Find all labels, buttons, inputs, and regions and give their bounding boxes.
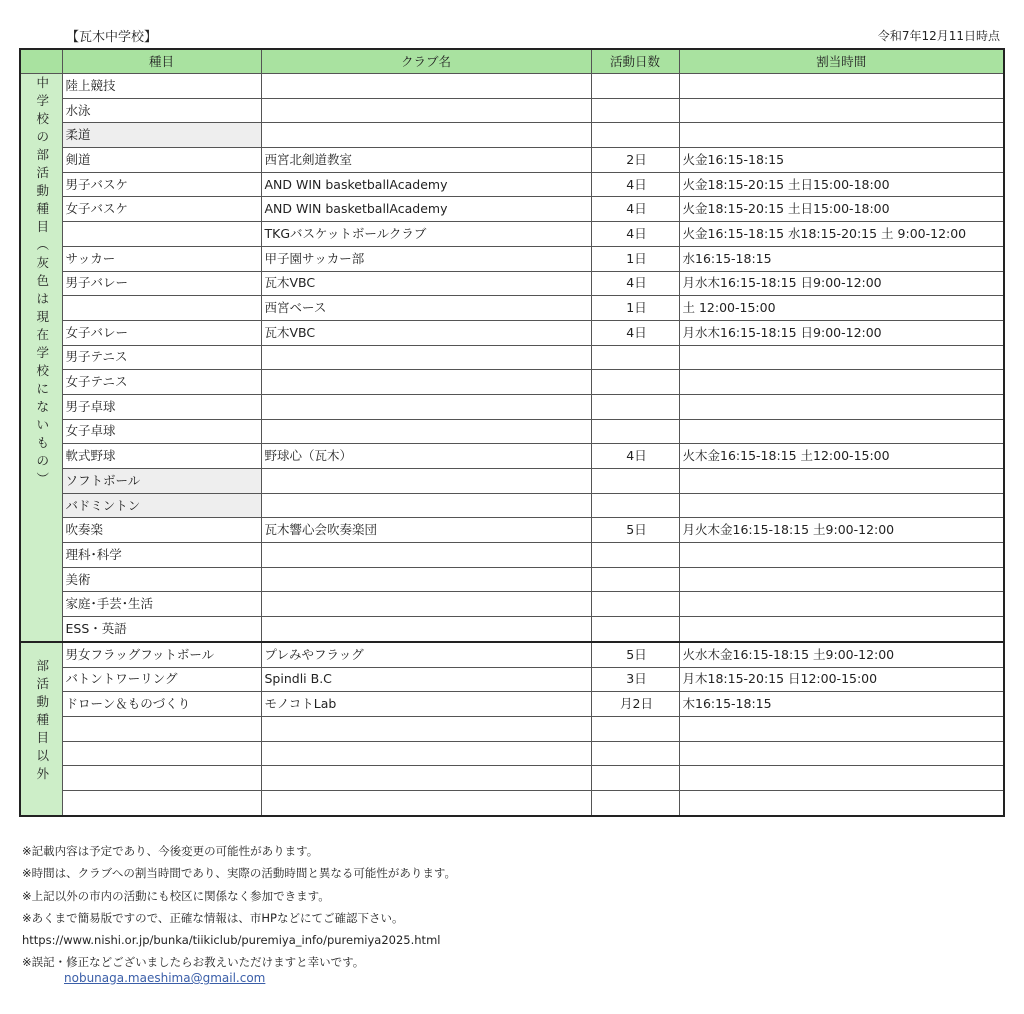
school-name: 【瓦木中学校】 [66,30,158,45]
sport-cell: サッカー [62,246,261,271]
table-row [20,567,1004,592]
table-row [20,419,1004,444]
table-row [20,172,1004,197]
as-of-date: 令和7年12月11日時点 [877,29,1000,43]
sport-cell: ドローン＆ものづくり [62,692,261,717]
days-cell [591,98,679,123]
sport-cell: 男子卓球 [62,394,261,419]
table-row [20,716,1004,741]
days-cell [591,345,679,370]
days-cell: 4日 [591,444,679,469]
section-label-char: は [36,291,49,306]
table-row [20,741,1004,766]
section-label-char: 動 [36,693,49,709]
sport-cell: 女子バスケ [62,197,261,222]
table-row [20,617,1004,642]
section-label-char: も [36,435,49,450]
table-row [20,493,1004,518]
section-label-char: に [36,381,49,396]
time-cell [679,394,1004,419]
table-row [20,766,1004,791]
club-cell [261,419,591,444]
days-cell: 2日 [591,148,679,173]
days-cell: 1日 [591,246,679,271]
club-cell [261,394,591,419]
table-row [20,148,1004,173]
club-cell: 西宮北剣道教室 [261,148,591,173]
days-cell: 1日 [591,296,679,321]
table-row [20,592,1004,617]
sport-cell: バトントワーリング [62,667,261,692]
sport-cell: 陸上競技 [62,74,261,99]
table-row [20,642,1004,667]
time-cell [679,790,1004,815]
time-cell: 月水木16:15-18:15 日9:00-12:00 [679,320,1004,345]
club-cell: Spindli B.C [261,667,591,692]
sport-cell: ソフトボール [62,469,261,494]
table-row [20,320,1004,345]
club-cell: 甲子園サッカー部 [261,246,591,271]
sport-cell: 女子テニス [62,370,261,395]
sport-cell: 男子テニス [62,345,261,370]
time-cell: 火水木金16:15-18:15 土9:00-12:00 [679,642,1004,667]
time-cell: 火金18:15-20:15 土日15:00-18:00 [679,197,1004,222]
time-cell [679,469,1004,494]
days-cell [591,419,679,444]
club-cell [261,617,591,642]
table-row [20,197,1004,222]
days-cell [591,493,679,518]
club-cell: 西宮ベース [261,296,591,321]
days-cell [591,617,679,642]
sport-cell: 理科･科学 [62,543,261,568]
time-cell: 月火木金16:15-18:15 土9:00-12:00 [679,518,1004,543]
club-table [19,48,1005,817]
section-label-char: 学 [36,93,49,108]
section-label-char: 色 [36,273,49,288]
sport-cell: 女子卓球 [62,419,261,444]
sport-cell [62,716,261,741]
days-cell: 4日 [591,222,679,247]
time-cell [679,617,1004,642]
club-cell [261,766,591,791]
sport-cell: 男子バスケ [62,172,261,197]
table-row [20,790,1004,815]
section-label-char: 活 [36,675,49,691]
days-cell: 3日 [591,667,679,692]
days-cell [591,741,679,766]
club-cell [261,469,591,494]
club-cell: プレみやフラッグ [261,642,591,667]
table-row [20,469,1004,494]
club-cell: モノコトLab [261,692,591,717]
club-cell: 瓦木VBC [261,320,591,345]
time-cell: 月木18:15-20:15 日12:00-15:00 [679,667,1004,692]
table-row [20,518,1004,543]
section-label-char: 学 [36,345,49,360]
time-cell: 水16:15-18:15 [679,246,1004,271]
days-cell: 5日 [591,642,679,667]
club-cell [261,123,591,148]
sport-cell: 柔道 [62,123,261,148]
club-cell [261,74,591,99]
days-cell [591,74,679,99]
time-cell [679,567,1004,592]
section-label-char: の [36,129,49,144]
sport-cell: 吹奏楽 [62,518,261,543]
days-cell [591,592,679,617]
days-cell [591,394,679,419]
table-row [20,543,1004,568]
time-cell [679,98,1004,123]
table-row [20,246,1004,271]
section-label-char: 中 [36,75,49,90]
time-cell [679,766,1004,791]
days-cell: 4日 [591,271,679,296]
section-label-char: 在 [36,327,49,342]
school-club-section-label [20,74,62,642]
time-cell [679,345,1004,370]
days-cell: 月2日 [591,692,679,717]
club-cell: TKGバスケットボールクラブ [261,222,591,247]
sport-cell: 水泳 [62,98,261,123]
club-cell [261,716,591,741]
non-school-section-label [20,642,62,816]
club-cell [261,592,591,617]
section-label-char: 種 [36,201,49,216]
table-row [20,271,1004,296]
days-cell: 5日 [591,518,679,543]
time-cell: 火金18:15-20:15 土日15:00-18:00 [679,172,1004,197]
note-line: ※記載内容は予定であり、今後変更の可能性があります。 [22,844,319,858]
section-label-char: 灰 [36,255,49,270]
table-header-row [20,49,1004,74]
club-cell [261,345,591,370]
days-cell [591,123,679,148]
section-label-char: 現 [36,309,49,324]
reference-url: https://www.nishi.or.jp/bunka/tiikiclub/puremiya_info/puremiya2025.html [22,933,441,948]
section-label-char: 活 [36,165,49,180]
sport-cell: 男子バレー [62,271,261,296]
sport-cell: 美術 [62,567,261,592]
column-header-time: 割当時間 [679,49,1004,74]
time-cell [679,741,1004,766]
club-cell [261,370,591,395]
time-cell: 火木金16:15-18:15 土12:00-15:00 [679,444,1004,469]
section-label-char: の [36,453,49,468]
time-cell: 月水木16:15-18:15 日9:00-12:00 [679,271,1004,296]
time-cell: 火金16:15-18:15 [679,148,1004,173]
column-header-club: クラブ名 [261,49,591,74]
time-cell [679,493,1004,518]
club-cell: AND WIN basketballAcademy [261,197,591,222]
sport-cell [62,296,261,321]
email-link[interactable]: nobunaga.maeshima@gmail.com [64,971,266,985]
table-row [20,98,1004,123]
sport-cell: バドミントン [62,493,261,518]
section-label-char: 以 [36,747,49,763]
club-cell: 野球心（瓦木） [261,444,591,469]
days-cell [591,543,679,568]
section-label-char: 部 [36,147,49,162]
days-cell: 4日 [591,172,679,197]
section-label-char: ︶ [36,471,49,486]
sport-cell [62,790,261,815]
sport-cell [62,766,261,791]
sport-cell: 男女フラッグフットボール [62,642,261,667]
table-row [20,123,1004,148]
club-cell [261,567,591,592]
club-cell [261,741,591,766]
sport-cell: 女子バレー [62,320,261,345]
club-cell [261,543,591,568]
sport-cell: 家庭･手芸･生活 [62,592,261,617]
sport-cell [62,222,261,247]
section-label-char: 外 [36,765,49,781]
note-line: ※あくまで簡易版ですので、正確な情報は、市HPなどにてご確認下さい。 [22,910,404,925]
section-label-char: 目 [36,729,49,745]
time-cell [679,716,1004,741]
section-label-char: 校 [36,363,49,378]
club-cell: 瓦木VBC [261,271,591,296]
notes [22,840,456,974]
corner-cell [20,49,62,74]
sport-cell [62,741,261,766]
table-row [20,222,1004,247]
section-label-char: ︵ [36,237,49,252]
table-row [20,667,1004,692]
note-line: ※誤記・修正などございましたらお教えいただけますと幸いです。 [22,955,365,970]
time-cell: 木16:15-18:15 [679,692,1004,717]
section-label-char: 部 [36,657,49,673]
table-row [20,74,1004,99]
section-label-char: 校 [36,111,49,126]
club-cell: AND WIN basketballAcademy [261,172,591,197]
days-cell: 4日 [591,197,679,222]
club-cell [261,493,591,518]
table-row [20,444,1004,469]
time-cell [679,370,1004,395]
table-row [20,296,1004,321]
time-cell: 火金16:15-18:15 水18:15-20:15 土 9:00-12:00 [679,222,1004,247]
section-label-char: 動 [36,183,49,198]
note-line: ※上記以外の市内の活動にも校区に関係なく参加できます。 [22,888,330,903]
club-cell [261,790,591,815]
days-cell [591,766,679,791]
time-cell [679,592,1004,617]
sport-cell: 軟式野球 [62,444,261,469]
days-cell [591,790,679,815]
section-label-char: 目 [36,219,49,234]
days-cell: 4日 [591,320,679,345]
note-line: ※時間は、クラブへの割当時間であり、実際の活動時間と異なる可能性があります。 [22,866,456,881]
days-cell [591,567,679,592]
days-cell [591,716,679,741]
club-cell: 瓦木響心会吹奏楽団 [261,518,591,543]
table-row [20,394,1004,419]
table-row [20,345,1004,370]
column-header-days: 活動日数 [591,49,679,74]
section-label-char: い [36,417,49,432]
time-cell [679,419,1004,444]
time-cell [679,74,1004,99]
table-row [20,692,1004,717]
section-label-char: 種 [36,711,49,727]
sport-cell: 剣道 [62,148,261,173]
column-header-sport: 種目 [62,49,261,74]
days-cell [591,469,679,494]
days-cell [591,370,679,395]
time-cell [679,543,1004,568]
sport-cell: ESS・英語 [62,617,261,642]
time-cell: 土 12:00-15:00 [679,296,1004,321]
time-cell [679,123,1004,148]
club-cell [261,98,591,123]
section-label-char: な [36,399,49,414]
table-row [20,370,1004,395]
